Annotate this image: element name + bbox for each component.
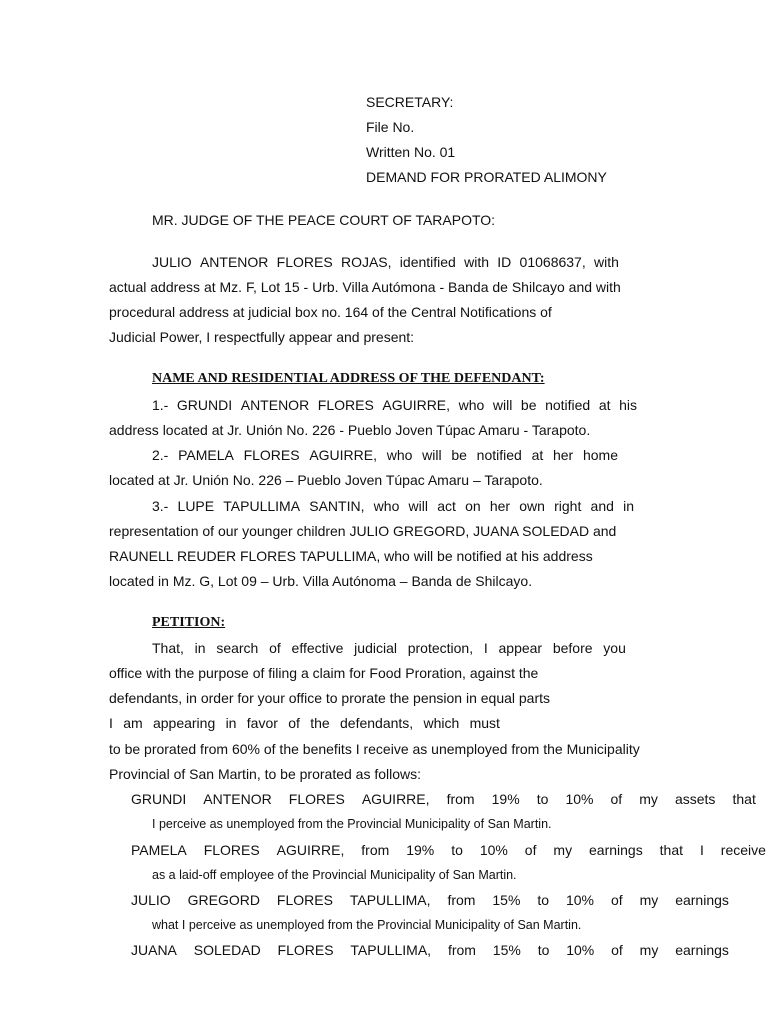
addressee: MR. JUDGE OF THE PEACE COURT OF TARAPOTO: xyxy=(152,212,496,228)
word: from xyxy=(446,791,475,807)
intro-line-1 xyxy=(152,253,619,271)
word: of xyxy=(610,791,623,807)
word: with xyxy=(464,254,490,270)
proration-2-line-2: as a laid-off employee of the Provincial Municipality of San Martin. xyxy=(152,868,517,882)
word: who xyxy=(386,447,413,463)
word: 10% xyxy=(565,791,594,807)
word: FLORES xyxy=(243,447,300,463)
word: 1.- xyxy=(152,397,169,413)
word: 01068637, xyxy=(519,254,586,270)
word: my xyxy=(639,892,659,908)
intro-line-3: procedural address at judicial box no. 164 of the Central Notifications of xyxy=(109,304,552,320)
word: be xyxy=(520,397,537,413)
word: 10% xyxy=(566,942,595,958)
word: my xyxy=(553,842,573,858)
word: that xyxy=(659,842,684,858)
intro-line-2: actual address at Mz. F, Lot 15 - Urb. Villa Autómona - Banda de Shilcayo and with xyxy=(109,279,621,295)
word: identified xyxy=(399,254,456,270)
word: you xyxy=(603,640,626,656)
word: I xyxy=(109,715,113,731)
word: assets xyxy=(674,791,716,807)
word: PAMELA xyxy=(131,842,187,858)
word: that xyxy=(732,791,756,807)
word: 15% xyxy=(492,942,521,958)
petition-line-5: to be prorated from 60% of the benefits I receive as unemployed from the Municipality xyxy=(109,741,640,757)
word: on xyxy=(465,498,481,514)
word: I xyxy=(699,842,704,858)
word: JUANA xyxy=(131,942,177,958)
proration-2-line-1 xyxy=(131,841,766,859)
word: That, xyxy=(152,640,184,656)
word: FLORES xyxy=(317,397,374,413)
word: which xyxy=(423,715,460,731)
word: appearing xyxy=(152,715,216,731)
defendant-2-line-1 xyxy=(152,446,618,464)
word: favor xyxy=(246,715,278,731)
defendants-heading: NAME AND RESIDENTIAL ADDRESS OF THE DEFENDANT: xyxy=(152,371,545,386)
word: JULIO xyxy=(131,892,171,908)
proration-3-line-2: what I perceive as unemployed from the Provincial Municipality of San Martin. xyxy=(152,918,582,932)
word: GRUNDI xyxy=(176,397,233,413)
word: in xyxy=(225,715,237,731)
word: receive xyxy=(720,842,766,858)
word: TAPULLIMA xyxy=(223,498,301,514)
document-subject: DEMAND FOR PRORATED ALIMONY xyxy=(366,169,607,185)
petition-line-1 xyxy=(152,639,626,657)
word: ANTENOR xyxy=(199,254,269,270)
word: 15% xyxy=(492,892,521,908)
word: earnings xyxy=(589,842,643,858)
word: to xyxy=(537,892,550,908)
defendant-2-line-2: located at Jr. Unión No. 226 – Pueblo Joven Túpac Amaru – Tarapoto. xyxy=(109,472,543,488)
word: AGUIRRE, xyxy=(309,447,378,463)
word: LUPE xyxy=(177,498,215,514)
word: ID xyxy=(497,254,512,270)
word: TAPULLIMA, xyxy=(350,942,432,958)
word: ANTENOR xyxy=(240,397,310,413)
word: own xyxy=(519,498,545,514)
petition-line-6: Provincial of San Martin, to be prorated as follows: xyxy=(109,766,422,782)
word: JULIO xyxy=(152,254,192,270)
word: 2.- xyxy=(152,447,169,463)
defendant-3-line-3: RAUNELL REUDER FLORES TAPULLIMA, who will be notified at his address xyxy=(109,548,593,564)
word: act xyxy=(437,498,456,514)
word: from xyxy=(447,892,476,908)
proration-1-line-1 xyxy=(131,790,756,808)
file-number: File No. xyxy=(366,119,415,135)
word: of xyxy=(611,942,623,958)
word: at xyxy=(531,447,544,463)
word: FLORES xyxy=(203,842,260,858)
word: 19% xyxy=(491,791,520,807)
word: FLORES xyxy=(288,791,345,807)
word: will xyxy=(408,498,428,514)
word: of xyxy=(524,842,537,858)
word: GREGORD xyxy=(187,892,260,908)
word: FLORES xyxy=(276,892,333,908)
word: her xyxy=(489,498,511,514)
word: notified xyxy=(545,397,591,413)
word: of xyxy=(269,640,281,656)
word: with xyxy=(594,254,619,270)
word: SOLEDAD xyxy=(193,942,261,958)
word: PAMELA xyxy=(178,447,234,463)
word: FLORES xyxy=(277,942,334,958)
word: from xyxy=(447,942,476,958)
word: 10% xyxy=(479,842,508,858)
word: right xyxy=(554,498,582,514)
petition-line-2: office with the purpose of filing a claim for Food Proration, against the xyxy=(109,665,539,681)
header-block xyxy=(366,93,607,193)
word: of xyxy=(610,892,623,908)
word: I xyxy=(483,640,488,656)
defendant-1-line-2: address located at Jr. Unión No. 226 - Pueblo Joven Túpac Amaru - Tarapoto. xyxy=(109,422,591,438)
word: who xyxy=(458,397,485,413)
word: to xyxy=(536,791,549,807)
word: my xyxy=(639,942,659,958)
word: my xyxy=(639,791,658,807)
secretary-label: SECRETARY: xyxy=(366,94,454,110)
word: at xyxy=(598,397,611,413)
word: ROJAS, xyxy=(340,254,392,270)
word: search xyxy=(216,640,259,656)
proration-3-line-1 xyxy=(131,891,729,909)
word: AGUIRRE, xyxy=(382,397,451,413)
word: 10% xyxy=(565,892,595,908)
word: protection, xyxy=(407,640,474,656)
word: 3.- xyxy=(152,498,169,514)
petition-heading: PETITION: xyxy=(152,615,226,630)
word: from xyxy=(361,842,390,858)
word: her xyxy=(552,447,574,463)
word: must xyxy=(469,715,500,731)
word: be xyxy=(451,447,467,463)
word: to xyxy=(451,842,463,858)
word: judicial xyxy=(354,640,397,656)
defendant-3-line-2: representation of our younger children JULIO GREGORD, JUANA SOLEDAD and xyxy=(109,523,617,539)
word: and xyxy=(590,498,614,514)
defendant-3-line-1 xyxy=(152,497,634,515)
word: AGUIRRE, xyxy=(361,791,430,807)
word: earnings xyxy=(675,892,729,908)
word: to xyxy=(537,942,550,958)
proration-4-line-1 xyxy=(131,941,729,959)
word: the xyxy=(310,715,330,731)
defendant-3-line-4: located in Mz. G, Lot 09 – Urb. Villa Autónoma – Banda de Shilcayo. xyxy=(109,573,533,589)
word: FLORES xyxy=(276,254,333,270)
word: appear xyxy=(498,640,543,656)
petition-line-4 xyxy=(109,714,500,732)
word: before xyxy=(552,640,593,656)
word: his xyxy=(619,397,637,413)
word: will xyxy=(422,447,442,463)
defendant-1-line-1 xyxy=(152,396,637,414)
word: SANTIN, xyxy=(309,498,365,514)
proration-1-line-2: I perceive as unemployed from the Provincial Municipality of San Martin. xyxy=(152,817,552,831)
word: home xyxy=(582,447,618,463)
petition-line-3: defendants, in order for your office to prorate the pension in equal parts xyxy=(109,690,551,706)
word: will xyxy=(492,397,513,413)
word: GRUNDI xyxy=(131,791,187,807)
word: earnings xyxy=(675,942,729,958)
word: defendants, xyxy=(340,715,414,731)
written-number: Written No. 01 xyxy=(366,144,456,160)
word: in xyxy=(194,640,206,656)
intro-line-4: Judicial Power, I respectfully appear and present: xyxy=(109,329,415,345)
word: TAPULLIMA, xyxy=(349,892,431,908)
word: 19% xyxy=(406,842,435,858)
word: am xyxy=(123,715,143,731)
word: notified xyxy=(476,447,522,463)
word: of xyxy=(288,715,300,731)
word: AGUIRRE, xyxy=(276,842,345,858)
word: effective xyxy=(291,640,344,656)
word: who xyxy=(373,498,400,514)
word: ANTENOR xyxy=(203,791,272,807)
word: in xyxy=(623,498,634,514)
